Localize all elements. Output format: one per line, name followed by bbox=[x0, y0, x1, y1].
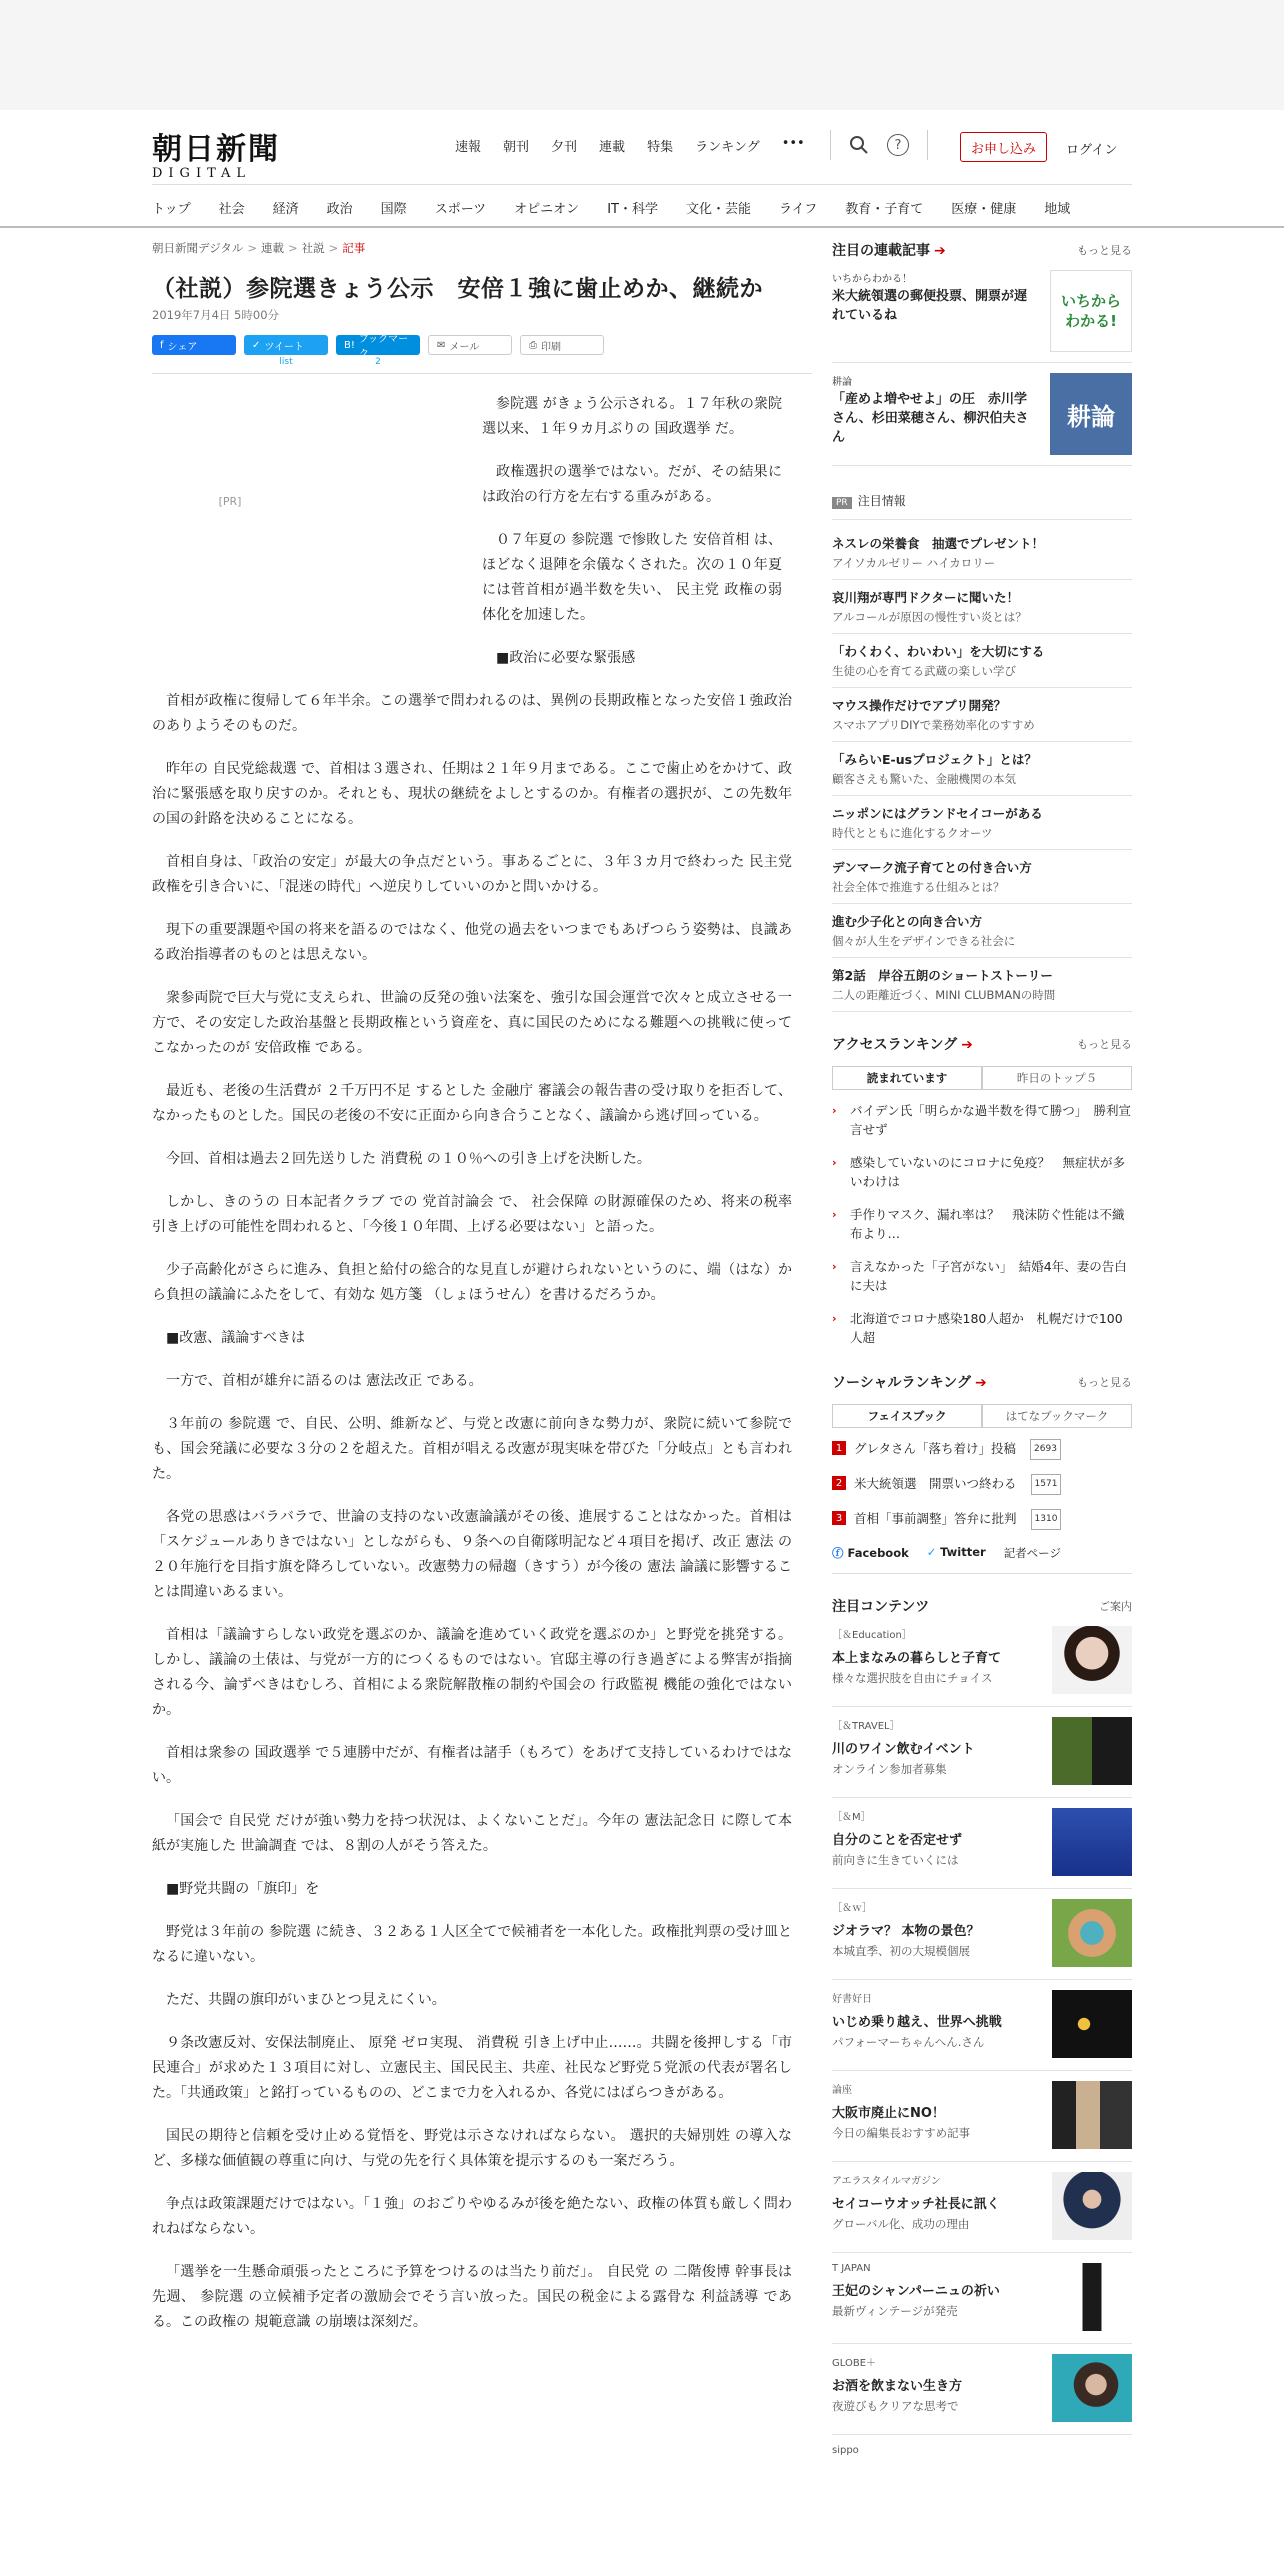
body-paragraph: 衆参両院で巨大与党に支えられ、世論の反発の強い法案を、強引な国会運営で次々と成立させる一方で、その安定した政治基盤と長期政権という資産を、真に国民のためになる難題への挑戦に使ってこなかったのが 安倍政権 である。 bbox=[152, 990, 792, 1056]
tab-yesterday-top5[interactable]: 昨日のトップ５ bbox=[982, 1066, 1132, 1089]
search-icon[interactable] bbox=[849, 135, 869, 155]
content-title: お酒を飲まない生き方 bbox=[832, 2379, 963, 2394]
body-paragraph: 首相は衆参の 国政選挙 で５連勝中だが、有権者は諸手（もろて）をあげて支持しているわけではない。 bbox=[152, 1745, 792, 1786]
nav-tokushu[interactable]: 特集 bbox=[647, 140, 674, 155]
help-icon[interactable]: ? bbox=[887, 134, 909, 156]
nav-yukan[interactable]: 夕刊 bbox=[551, 140, 578, 155]
content-item[interactable] bbox=[832, 2435, 1132, 2475]
globe-thumbnail bbox=[1052, 2354, 1132, 2422]
content-sub: パフォーマーちゃんへん.さん bbox=[832, 2035, 985, 2049]
ranking-item[interactable] bbox=[832, 1302, 1132, 1354]
top-nav bbox=[455, 136, 805, 155]
body-paragraph: 昨年の 自民党総裁選 で、首相は３選され、任期は２１年９月まである。ここで歯止めをかけて、政治に緊張感を取り戻すのか。それとも、現状の継続をよしとするのか。有権者の選択が、この先数年の国の針路を決めることになる。 bbox=[152, 761, 792, 827]
tab-hatena[interactable]: はてなブックマーク bbox=[982, 1404, 1132, 1427]
cat-economy[interactable]: 経済 bbox=[272, 202, 299, 217]
content-item[interactable] bbox=[832, 1707, 1132, 1798]
hatena-bookmark-button[interactable] bbox=[336, 334, 420, 360]
pr-item[interactable] bbox=[832, 958, 1132, 1012]
series-headline: 米大統領選の郵便投票、開票が遅れているね bbox=[832, 289, 1028, 323]
cat-region[interactable]: 地域 bbox=[1044, 202, 1071, 217]
ichikara-thumb-text: いちから わかる! bbox=[1060, 292, 1121, 330]
cat-international[interactable]: 国際 bbox=[380, 202, 407, 217]
section-heading: ■改憲、議論すべきは bbox=[166, 1330, 305, 1346]
wine-thumbnail bbox=[1052, 1717, 1132, 1785]
access-title: アクセスランキング bbox=[832, 1037, 958, 1053]
pr-item-title: デンマーク流子育てとの付き合い方 bbox=[832, 860, 1032, 875]
body-paragraph: ９条改憲反対、安保法制廃止、 原発 ゼロ実現、 消費税 引き上げ中止……。共闘を後押しする「市民連合」が求めた１３項目に対し、立憲民主、国民民主、共産、社民など野党５党派の代表が署名した。「共通政策」と銘打っているものの、どこまで力を入れるか、各党にはばらつきがある。 bbox=[152, 2035, 792, 2101]
tab-facebook[interactable]: フェイスブック bbox=[832, 1404, 982, 1427]
pr-item[interactable] bbox=[832, 580, 1132, 634]
pr-list bbox=[832, 526, 1132, 1012]
nav-sokuho[interactable]: 速報 bbox=[455, 140, 482, 155]
content-title: 本上まなみの暮らしと子育て bbox=[832, 1651, 1002, 1666]
lead-paragraph: ０７年夏の 参院選 で惨敗した 安倍首相 は、ほどなく退陣を余儀なくされた。次の１０年夏には菅首相が過半数を失い、 民主党 政権の弱体化を加速した。 bbox=[482, 532, 782, 623]
share-bar bbox=[152, 335, 812, 367]
content-label: T JAPAN bbox=[832, 2263, 871, 2274]
body-paragraph: 争点は政策課題だけではない。「１強」のおごりやゆるみが後を絶たない、政権の体質も厳しく問われねばならない。 bbox=[152, 2196, 792, 2237]
cat-education[interactable]: 教育・子育て bbox=[845, 202, 924, 217]
social-tabs bbox=[832, 1404, 1132, 1428]
article-lead bbox=[482, 392, 782, 671]
pr-item-sub: アルコールが原因の慢性すい炎とは？ bbox=[832, 610, 1027, 624]
pr-item-sub: 生徒の心を育てる武蔵の楽しい学び bbox=[832, 664, 1016, 678]
diorama-thumbnail bbox=[1052, 1899, 1132, 1967]
ranking-item[interactable] bbox=[832, 1094, 1132, 1146]
body-paragraph: 「国会で 自民党 だけが強い勢力を持つ状況は、よくないことだ」。今年の 憲法記念日 に際して本紙が実施した 世論調査 では、８割の人がそう答えた。 bbox=[152, 1813, 792, 1854]
reporter-page-link[interactable]: 記者ページ bbox=[1003, 1546, 1061, 1560]
pr-item-sub: アイソカルゼリー ハイカロリー bbox=[832, 556, 996, 570]
cat-politics[interactable]: 政治 bbox=[326, 202, 353, 217]
nav-rensai[interactable]: 連載 bbox=[599, 140, 626, 155]
content-item[interactable] bbox=[832, 1980, 1132, 2071]
access-tabs bbox=[832, 1066, 1132, 1090]
facebook-link-label: Facebook bbox=[847, 1546, 909, 1560]
cat-top[interactable]: トップ bbox=[152, 202, 191, 217]
arrow-right-icon: ➔ bbox=[934, 243, 946, 259]
twitter-link-label: Twitter bbox=[940, 1545, 986, 1559]
ranking-item[interactable] bbox=[832, 1250, 1132, 1302]
body-paragraph: 今回、首相は過去２回先送りした 消費税 の１０％への引き上げを決断した。 bbox=[166, 1151, 651, 1167]
body-paragraph: 首相自身は、「政治の安定」が最大の争点だという。事あるごとに、３年３カ月で終わった 民主党 政権を引き合いに、「混迷の時代」へ逆戻りしていいのかと問いかける。 bbox=[152, 854, 792, 895]
content-label: sippo bbox=[832, 2445, 859, 2456]
mail-icon: ✉ bbox=[437, 339, 446, 351]
section-heading: ■野党共闘の「旗印」を bbox=[166, 1881, 320, 1897]
logo-jp: 朝日新聞 bbox=[152, 132, 280, 167]
pr-item-title: マウス操作だけでアプリ開発？ bbox=[832, 698, 1007, 713]
pr-item-title: 「わくわく、わいわい」を大切にする bbox=[832, 644, 1045, 659]
body-paragraph: 首相は「議論すらしない政党を選ぶのか、議論を進めていく政党を選ぶのか」と野党を挑発する。しかし、議論の土俵は、与党が一方的につくるものではない。官邸主導の行き過ぎによる弊害が指摘される今、論ずべきはむしろ、首相による衆院解散権の制約や国会の 行政監視 機能の強化ではないか。 bbox=[152, 1627, 792, 1718]
tweet-count[interactable]: list bbox=[279, 357, 293, 367]
ranking-title: 手作りマスク、漏れ率は？ 飛沫防ぐ性能は不織布より… bbox=[850, 1207, 1125, 1241]
social-list bbox=[832, 1432, 1132, 1537]
content-item[interactable] bbox=[832, 2162, 1132, 2253]
content-sub: グローバル化、成功の理由 bbox=[832, 2217, 970, 2231]
content-label: 好書好日 bbox=[832, 1994, 872, 2005]
pr-item[interactable] bbox=[832, 742, 1132, 796]
lead-paragraph: 政権選択の選挙ではない。だが、その結果には政治の行方を左右する重みがある。 bbox=[482, 464, 782, 505]
nav-chokan[interactable]: 朝刊 bbox=[503, 140, 530, 155]
pr-item-sub: 二人の距離近づく、MINI CLUBMANの時間 bbox=[832, 988, 1056, 1002]
series-label: 耕論 bbox=[832, 377, 852, 388]
breadcrumb: 朝日新聞デジタル > 連載 > 社説 > 記事 bbox=[152, 241, 366, 255]
body-paragraph: ３年前の 参院選 で、自民、公明、維新など、与党と改憲に前向きな勢力が、衆院に続いて参院でも、国会発議に必要な３分の２を超えた。首相が唱える改憲が現実味を帯びた「分岐点」とも言われた。 bbox=[152, 1416, 792, 1482]
share-count: 1310 bbox=[1031, 1509, 1062, 1530]
tweet-label: ツイート bbox=[264, 341, 304, 353]
social-item-title: 米大統領選 開票いつ終わる bbox=[854, 1476, 1017, 1491]
osaka-thumbnail bbox=[1052, 2081, 1132, 2149]
content-item[interactable] bbox=[832, 1798, 1132, 1889]
chevron-right-icon: › bbox=[832, 1208, 837, 1221]
content-label: ［＆M］ bbox=[832, 1812, 871, 1823]
print-label: 印刷 bbox=[541, 341, 561, 353]
twitter-link[interactable] bbox=[927, 1545, 986, 1561]
subscribe-button[interactable]: お申し込み bbox=[960, 132, 1047, 162]
mail-button[interactable] bbox=[428, 335, 512, 355]
share-divider bbox=[152, 373, 812, 374]
crumb-shasetsu[interactable]: 社説 bbox=[301, 241, 325, 255]
cat-opinion[interactable]: オピニオン bbox=[514, 202, 580, 217]
header-icons bbox=[830, 130, 928, 160]
body-paragraph: 最近も、老後の生活費が ２千万円不足 するとした 金融庁 審議会の報告書の受け取りを拒否して、なかったものとした。国民の老後の不安に正面から向き合うことなく、議論から逃げ回っている。 bbox=[152, 1083, 792, 1124]
cat-culture[interactable]: 文化・芸能 bbox=[685, 202, 751, 217]
content-label: 論座 bbox=[832, 2085, 852, 2096]
pr-item-sub: スマホアプリDIYで業務効率化のすすめ bbox=[832, 718, 1035, 732]
content-item[interactable] bbox=[832, 2071, 1132, 2162]
pr-item-title: ニッポンにはグランドセイコーがある bbox=[832, 806, 1043, 821]
content-item[interactable] bbox=[832, 2344, 1132, 2435]
body-paragraph: 各党の思惑はバラバラで、世論の支持のない改憲論議がその後、進展することはなかった。首相は「スケジュールありきではない」としながらも、９条への自衛隊明記など４項目を掲げ、改正 憲法 の２０年施行を目指す旗を降ろしていない。改憲勢力の帰趨（きすう）が今後の 憲法 論議に影響することは間違いあるまい。 bbox=[152, 1509, 792, 1600]
ranking-item[interactable] bbox=[832, 1198, 1132, 1250]
print-icon: ⎙ bbox=[529, 339, 537, 351]
access-more-link[interactable]: もっと見る bbox=[1077, 1038, 1132, 1051]
pr-item-sub: 顧客さえも驚いた、金融機関の本気 bbox=[832, 772, 1016, 786]
cat-sports[interactable]: スポーツ bbox=[434, 202, 487, 217]
rank-number: 3 bbox=[832, 1511, 846, 1525]
pr-item-sub: 個々が人生をデザインできる社会に bbox=[832, 934, 1016, 948]
book-thumbnail bbox=[1052, 1808, 1132, 1876]
performer-thumbnail bbox=[1052, 1990, 1132, 2058]
contents-title: 注目コンテンツ bbox=[832, 1599, 930, 1615]
pr-item-title: 第2話 岸谷五朗のショートストーリー bbox=[832, 968, 1053, 983]
article-title: （社説）参院選きょう公示 安倍１強に歯止めか、継続か bbox=[152, 276, 763, 302]
crumb-current: 記事 bbox=[342, 241, 366, 255]
article-column bbox=[152, 240, 812, 2353]
body-paragraph: 現下の重要課題や国の将来を語るのではなく、他党の過去をいつまでもあげつらう姿勢は、良識ある政治指導者のものとは思えない。 bbox=[152, 922, 792, 963]
header-divider bbox=[152, 184, 1132, 185]
tab-most-read[interactable]: 読まれています bbox=[832, 1066, 982, 1089]
social-item-title: グレタさん「落ち着け」投稿 bbox=[854, 1441, 1017, 1456]
article-date: 2019年7月4日 5時00分 bbox=[152, 308, 280, 322]
ichikara-thumbnail bbox=[1050, 270, 1132, 352]
pr-item[interactable] bbox=[832, 526, 1132, 580]
cat-it-science[interactable]: IT・科学 bbox=[607, 202, 658, 217]
arrow-right-icon: ➔ bbox=[975, 1375, 987, 1391]
access-section-title bbox=[832, 1034, 1132, 1054]
arrow-right-icon: ➔ bbox=[961, 1037, 973, 1053]
content-title: 自分のことを否定せず bbox=[832, 1833, 963, 1848]
body-paragraph: 一方で、首相が雄弁に語るのは 憲法改正 である。 bbox=[166, 1373, 483, 1389]
body-paragraph: ただ、共闘の旗印がいまひとつ見えにくい。 bbox=[166, 1992, 446, 2008]
social-item-title: 首相「事前調整」答弁に批判 bbox=[854, 1511, 1017, 1526]
content-label: アエラスタイルマガジン bbox=[832, 2176, 941, 2187]
social-item[interactable] bbox=[832, 1502, 1132, 1537]
social-title: ソーシャルランキング bbox=[832, 1375, 972, 1391]
pr-item-title: 哀川翔が専門ドクターに聞いた！ bbox=[832, 590, 1020, 605]
logo-en: DIGITAL bbox=[152, 166, 252, 181]
content-title: ジオラマ？ 本物の景色？ bbox=[832, 1924, 980, 1939]
social-item[interactable] bbox=[832, 1467, 1132, 1502]
pr-item-title: ネスレの栄養食 抽選でプレゼント！ bbox=[832, 536, 1045, 551]
category-nav bbox=[152, 198, 1070, 217]
facebook-share-button[interactable] bbox=[152, 335, 236, 355]
content-sub: 最新ヴィンテージが発売 bbox=[832, 2304, 958, 2318]
pr-title: 注目情報 bbox=[857, 494, 906, 508]
access-list bbox=[832, 1094, 1132, 1354]
content-title: 王妃のシャンパーニュの祈い bbox=[832, 2284, 1000, 2299]
hatena-count[interactable]: 2 bbox=[375, 357, 381, 367]
content-sub: オンライン参加者募集 bbox=[832, 1762, 947, 1776]
chevron-right-icon: › bbox=[832, 1312, 837, 1325]
contents-guide-link[interactable]: ご案内 bbox=[1099, 1600, 1132, 1613]
site-header bbox=[0, 110, 1284, 228]
series-section-title bbox=[832, 240, 1132, 260]
pr-item[interactable] bbox=[832, 796, 1132, 850]
ranking-item[interactable] bbox=[832, 1146, 1132, 1198]
nav-more[interactable]: ••• bbox=[781, 136, 805, 151]
content-title: セイコーウオッチ社長に訊く bbox=[832, 2197, 1000, 2212]
pr-item[interactable] bbox=[832, 850, 1132, 904]
champagne-thumbnail bbox=[1052, 2263, 1132, 2331]
chevron-right-icon: › bbox=[832, 1104, 837, 1117]
cat-life[interactable]: ライフ bbox=[778, 202, 818, 217]
article-body bbox=[152, 689, 792, 2335]
pr-item[interactable] bbox=[832, 634, 1132, 688]
body-paragraph: 首相が政権に復帰して６年半余。この選挙で問われるのは、異例の長期政権となった安倍１強政治のありようそのものだ。 bbox=[152, 693, 792, 734]
series-item[interactable] bbox=[832, 363, 1132, 466]
content-sub: 様々な選択肢を自由にチョイス bbox=[832, 1671, 993, 1685]
hatena-label: ブックマーク bbox=[358, 334, 409, 360]
inline-ad[interactable] bbox=[152, 408, 308, 508]
content-title: いじめ乗り越え、世界へ挑戦 bbox=[832, 2015, 1002, 2030]
koron-thumbnail bbox=[1050, 373, 1132, 455]
content-item[interactable] bbox=[832, 2253, 1132, 2344]
lead-paragraph: 参院選 がきょう公示される。１７年秋の衆院選以来、１年９カ月ぶりの 国政選挙 だ。 bbox=[482, 396, 782, 437]
content-item[interactable] bbox=[832, 1889, 1132, 1980]
series-more-link[interactable]: もっと見る bbox=[1077, 244, 1132, 257]
cat-health[interactable]: 医療・健康 bbox=[951, 202, 1017, 217]
site-logo[interactable] bbox=[152, 124, 282, 181]
pr-item[interactable] bbox=[832, 688, 1132, 742]
nav-ranking[interactable]: ランキング bbox=[695, 140, 760, 155]
content-label: ［＆TRAVEL］ bbox=[832, 1721, 900, 1732]
social-more-link[interactable]: もっと見る bbox=[1077, 1376, 1132, 1389]
content-label: ［＆Education］ bbox=[832, 1630, 912, 1641]
series-title: 注目の連載記事 bbox=[832, 243, 930, 259]
content-sub: 夜遊びもクリアな思考で bbox=[832, 2399, 959, 2413]
header-separator bbox=[830, 130, 831, 160]
ranking-title: バイデン氏「明らかな過半数を得て勝つ」 勝利宣言せず bbox=[850, 1103, 1132, 1137]
content-item[interactable] bbox=[832, 1616, 1132, 1707]
seiko-thumbnail bbox=[1052, 2172, 1132, 2240]
cat-society[interactable]: 社会 bbox=[218, 202, 245, 217]
twitter-icon: ✓ bbox=[926, 1545, 941, 1559]
share-count: 1571 bbox=[1031, 1474, 1062, 1495]
body-paragraph: 「選挙を一生懸命頑張ったところに予算をつけるのは当たり前だ」。 自民党 の 二階俊博 幹事長は先週、 参院選 の立候補予定者の激励会でそう言い放った。国民の税金による露骨な 利益誘導 である。この政権の 規範意識 の崩壊は深刻だ。 bbox=[152, 2264, 792, 2330]
content-sub: 前向きに生きていくには bbox=[832, 1853, 959, 1867]
section-heading: ■政治に必要な緊張感 bbox=[496, 650, 636, 666]
facebook-share-label: シェア bbox=[167, 341, 198, 353]
content-sub: 本城直季、初の大規模個展 bbox=[832, 1944, 970, 1958]
body-paragraph: しかし、きのうの 日本記者クラブ での 党首討論会 で、 社会保障 の財源確保のため、将来の税率引き上げの可能性を問われると、「今後１０年間、上げる必要はない」と語った。 bbox=[152, 1194, 792, 1235]
facebook-icon: ⓕ bbox=[832, 1546, 848, 1560]
crumb-home[interactable]: 朝日新聞デジタル bbox=[152, 241, 244, 255]
koron-thumb-text: 耕論 bbox=[1067, 401, 1115, 431]
content-title: 川のワイン飲むイベント bbox=[832, 1742, 975, 1757]
social-section-title bbox=[832, 1372, 1132, 1392]
chevron-right-icon: › bbox=[832, 1260, 837, 1273]
body-paragraph: 国民の期待と信頼を受け止める覚悟を、野党は示さなければならない。 選択的夫婦別姓 の導入など、多様な価値観の尊重に向け、与党の先を行く具体策を提示するのも一案だろう。 bbox=[152, 2128, 792, 2169]
pr-header bbox=[832, 492, 1132, 520]
social-links bbox=[832, 1545, 1132, 1574]
ranking-title: 感染していないのにコロナに免疫？ 無症状が多いわけは bbox=[850, 1155, 1126, 1189]
crumb-rensai[interactable]: 連載 bbox=[260, 241, 284, 255]
twitter-icon: ✓ bbox=[252, 339, 261, 351]
login-link[interactable]: ログイン bbox=[1066, 143, 1118, 158]
body-paragraph: 野党は３年前の 参院選 に続き、３２ある１人区全てで候補者を一本化した。政権批判票の受け皿となるに違いない。 bbox=[152, 1924, 792, 1965]
top-ad-band bbox=[0, 0, 1284, 110]
ad-label: [PR] bbox=[218, 495, 242, 508]
mail-label: メール bbox=[449, 341, 480, 353]
series-item[interactable] bbox=[832, 260, 1132, 363]
pr-item-title: 「みらいE-usプロジェクト」とは？ bbox=[832, 752, 1037, 767]
sidebar bbox=[832, 240, 1132, 2475]
print-button[interactable] bbox=[520, 335, 604, 355]
facebook-link[interactable] bbox=[832, 1545, 909, 1561]
social-item[interactable] bbox=[832, 1432, 1132, 1467]
content-title: 大阪市廃止にNO！ bbox=[832, 2106, 945, 2121]
series-headline: 「産めよ増やせよ」の圧 赤川学さん、杉田菜穂さん、柳沢伯夫さん bbox=[832, 392, 1029, 445]
rank-number: 1 bbox=[832, 1441, 846, 1455]
facebook-icon: f bbox=[160, 339, 164, 351]
pr-item-title: 進む少子化との向き合い方 bbox=[832, 914, 983, 929]
content-label: ［＆ｗ］ bbox=[832, 1903, 872, 1914]
ranking-title: 言えなかった「子宮がない」 結婚4年、妻の告白に夫は bbox=[850, 1259, 1127, 1293]
contents-section-title bbox=[832, 1596, 1132, 1616]
content-sub: 今日の編集長おすすめ記事 bbox=[832, 2126, 971, 2140]
pr-tag: PR bbox=[832, 497, 852, 509]
hatena-icon: B! bbox=[344, 339, 355, 351]
pr-item-sub: 社会全体で推進する仕組みとは？ bbox=[832, 880, 1005, 894]
share-count: 2693 bbox=[1030, 1439, 1061, 1460]
series-label: いちからわかる！ bbox=[832, 274, 912, 285]
contents-list bbox=[832, 1616, 1132, 2475]
tweet-button[interactable] bbox=[244, 335, 328, 355]
content-label: GLOBE＋ bbox=[832, 2358, 877, 2369]
header-separator bbox=[927, 130, 928, 160]
rank-number: 2 bbox=[832, 1476, 846, 1490]
pr-item[interactable] bbox=[832, 904, 1132, 958]
ranking-title: 北海道でコロナ感染180人超か 札幌だけで100人超 bbox=[850, 1311, 1123, 1345]
body-paragraph: 少子高齢化がさらに進み、負担と給付の総合的な見直しが避けられないというのに、端（はな）から負担の議論にふたをして、有効な 処方箋 （しょほうせん）を書けるだろうか。 bbox=[152, 1262, 792, 1303]
portrait-thumbnail bbox=[1052, 1626, 1132, 1694]
chevron-right-icon: › bbox=[832, 1156, 837, 1169]
pr-item-sub: 時代とともに進化するクオーツ bbox=[832, 826, 993, 840]
